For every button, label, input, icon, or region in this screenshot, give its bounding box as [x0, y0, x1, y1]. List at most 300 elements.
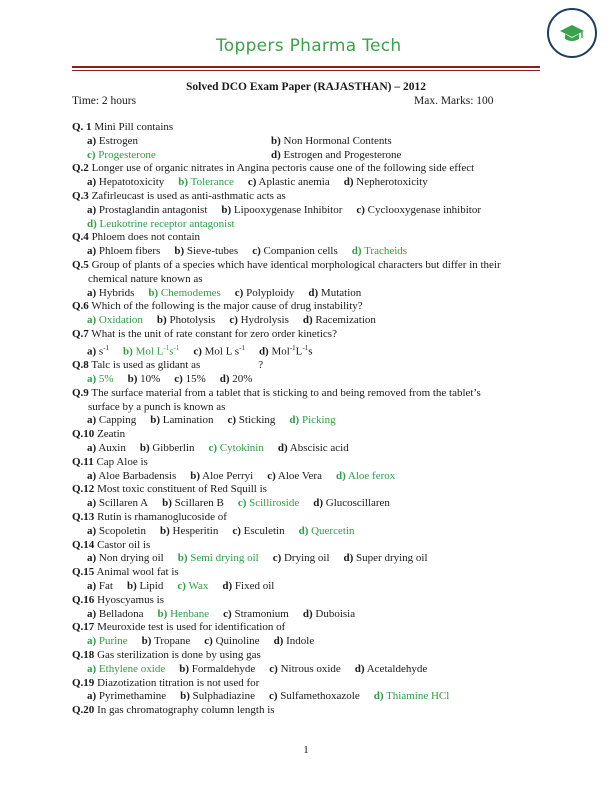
option — [87, 470, 176, 484]
question-line — [72, 704, 544, 718]
option-letter: c) — [269, 662, 278, 675]
option — [87, 176, 164, 190]
option — [308, 287, 361, 301]
option-letter: c) — [237, 497, 247, 510]
option — [356, 204, 481, 218]
option — [267, 470, 322, 484]
option-text: Duboisia — [315, 607, 356, 620]
option-superscript: -1 — [173, 343, 180, 352]
option-superscript: -1 — [302, 343, 309, 352]
question-line — [72, 539, 544, 553]
option — [278, 442, 349, 456]
option — [87, 525, 146, 539]
option — [87, 287, 134, 301]
options-row — [72, 608, 544, 622]
option-text: Aloe ferox — [347, 469, 396, 482]
correct-option — [177, 580, 208, 594]
correct-option — [209, 442, 264, 456]
option — [220, 373, 253, 387]
option-letter: b) — [141, 635, 152, 648]
max-marks: Max. Marks: 100 — [414, 95, 494, 107]
option — [303, 608, 355, 622]
option-text: Quercetin — [311, 524, 355, 537]
option — [235, 287, 295, 301]
question-line — [72, 387, 544, 401]
option-letter: c) — [272, 552, 282, 565]
question-number: Q.7 — [72, 327, 89, 340]
option-letter: d) — [351, 245, 362, 258]
option-text: Indole — [286, 635, 315, 648]
option-letter: b) — [162, 497, 172, 510]
correct-option — [87, 314, 143, 328]
option-text: Acetaldehyde — [366, 662, 428, 675]
option-text: Polyploidy — [246, 286, 295, 299]
option-letter: b) — [178, 176, 189, 189]
option — [179, 663, 255, 677]
option-letter: b) — [139, 441, 150, 454]
option — [229, 314, 289, 328]
option-letter: b) — [177, 552, 188, 565]
option-text: Cytokinin — [219, 441, 264, 454]
option — [190, 470, 253, 484]
brand-logo — [547, 8, 597, 58]
option-letter: d) — [343, 176, 354, 189]
option-letter: d) — [343, 552, 354, 565]
option — [193, 342, 245, 359]
option — [269, 690, 360, 704]
question-number: Q.4 — [72, 231, 89, 244]
option-letter: a) — [87, 245, 97, 258]
option — [127, 580, 163, 594]
options-row — [72, 525, 544, 539]
question-line — [72, 121, 544, 135]
option-letter: c) — [208, 441, 218, 454]
question-text: Longer use of organic nitrates in Angina pectoris cause one of the following side effect — [91, 162, 475, 175]
option-text: Scillaren A — [98, 497, 149, 510]
option-letter: d) — [302, 607, 313, 620]
option — [269, 663, 341, 677]
option-text: Esculetin — [243, 524, 285, 537]
option-text: L — [295, 345, 303, 358]
options-row — [72, 497, 544, 511]
option-text: Nitrous oxide — [280, 662, 341, 675]
question-number: Q.17 — [72, 621, 95, 634]
question-text: Zeatin — [97, 428, 126, 441]
option-text: Hesperitin — [172, 524, 219, 537]
question-text: Castor oil is — [97, 538, 151, 551]
option-text: Glucoscillaren — [325, 497, 390, 510]
option-text: Prostaglandin antagonist — [98, 203, 208, 216]
option-letter: a) — [87, 176, 97, 189]
question-text: Gas sterilization is done by using gas — [97, 648, 261, 661]
option-text: Companion cells — [263, 245, 338, 258]
option — [87, 442, 126, 456]
question-line — [72, 162, 544, 176]
option-superscript: -1 — [103, 343, 110, 352]
option-text: Non drying oil — [98, 552, 164, 565]
header-rule — [72, 66, 540, 68]
option — [174, 245, 238, 259]
question-text: The surface material from a tablet that is sticking to and being removed from the tablet’s — [91, 386, 481, 399]
correct-option — [87, 149, 271, 163]
option-text: Drying oil — [283, 552, 330, 565]
option-letter: c) — [177, 579, 186, 592]
question-text: Hyoscyamus is — [97, 593, 164, 606]
option-letter: a) — [87, 662, 97, 675]
option-text: Mol L — [135, 345, 164, 358]
option — [227, 414, 275, 428]
option — [222, 580, 274, 594]
question-number: Q.16 — [72, 593, 95, 606]
question-line — [72, 621, 544, 635]
option-letter: b) — [127, 373, 138, 385]
question-line — [72, 483, 544, 497]
correct-option — [336, 470, 395, 484]
option-text: Hybrids — [98, 286, 135, 299]
option-letter: a) — [87, 497, 97, 510]
options-row — [72, 287, 544, 301]
option-letter: a) — [87, 345, 97, 358]
question-line — [72, 456, 544, 470]
option-letter: d) — [258, 345, 269, 358]
option — [223, 608, 289, 622]
question-list — [72, 121, 544, 718]
option-text: Pyrimethamine — [98, 690, 167, 703]
correct-option — [238, 497, 299, 511]
correct-option — [289, 414, 335, 428]
question-text-continued: surface by a punch is known as — [88, 400, 226, 413]
option-text: Purine — [98, 635, 128, 648]
option-text: Scilliroside — [249, 497, 300, 510]
option-letter: a) — [87, 552, 97, 565]
option — [160, 525, 218, 539]
option-letter: d) — [273, 635, 284, 648]
option-letter: d) — [87, 217, 97, 230]
option-superscript: -1 — [163, 343, 170, 352]
options-row — [72, 580, 544, 594]
option-letter: b) — [126, 579, 137, 592]
options-row — [72, 314, 544, 328]
question-number: Q.13 — [72, 510, 95, 523]
question-text: Cap Aloe is — [96, 455, 148, 468]
option-letter: b) — [221, 203, 232, 216]
option — [162, 497, 224, 511]
option-letter: a) — [87, 635, 97, 648]
option — [344, 552, 428, 566]
option-superscript: -1 — [289, 343, 296, 352]
option-text: Picking — [301, 414, 336, 427]
option — [271, 135, 392, 149]
option-letter: c) — [356, 203, 365, 216]
question-text: What is the unit of rate constant for zero order kinetics? — [91, 327, 337, 340]
option-letter: a) — [87, 203, 97, 216]
option-letter: b) — [150, 414, 160, 427]
option-letter: d) — [271, 148, 281, 161]
option-letter: c) — [227, 414, 236, 427]
option-text: Sulphadiazine — [192, 690, 255, 703]
option-letter: b) — [180, 690, 190, 703]
options-row — [72, 149, 544, 163]
option-text: Mol — [271, 345, 290, 358]
question-number: Q.18 — [72, 648, 95, 661]
correct-option — [87, 218, 235, 232]
option-letter: c) — [247, 176, 257, 189]
correct-option — [87, 663, 165, 677]
option-letter: a) — [87, 607, 97, 620]
option — [142, 635, 191, 649]
correct-option — [299, 525, 355, 539]
paper-title: Solved DCO Exam Paper (RAJASTHAN) – 2012 — [185, 81, 426, 93]
option — [174, 373, 205, 387]
option-text: Oxidation — [98, 314, 143, 327]
option-letter: d) — [313, 497, 324, 510]
option-letter: d) — [289, 414, 300, 427]
option-text: Fixed oil — [234, 579, 275, 592]
question-line — [72, 511, 544, 525]
option — [273, 552, 330, 566]
option-text: Hepatotoxicity — [98, 176, 165, 189]
option-text: Aloe Vera — [277, 469, 322, 482]
option — [303, 314, 376, 328]
option-text: Auxin — [98, 441, 126, 454]
option-letter: a) — [87, 286, 97, 299]
question-number: Q. 1 — [72, 121, 92, 133]
option — [87, 497, 148, 511]
option-text: Mol L s — [204, 345, 240, 358]
question-line — [72, 359, 544, 373]
options-row — [72, 342, 544, 359]
question-number: Q.19 — [72, 676, 95, 689]
page-number: 1 — [303, 744, 309, 756]
option-letter: a) — [87, 690, 97, 703]
correct-option — [123, 342, 179, 359]
option — [221, 204, 342, 218]
question-line — [72, 428, 544, 442]
option — [157, 314, 215, 328]
question-line — [72, 259, 544, 273]
option-superscript: -1 — [239, 343, 245, 352]
option-text: Progesterone — [98, 148, 156, 161]
option-text: Sieve-tubes — [186, 245, 239, 258]
option-letter: a) — [87, 469, 97, 482]
question-text: Talc is used as glidant as — [91, 359, 201, 372]
question-text: Which of the following is the major cause of drug instability? — [91, 300, 363, 313]
question-line — [72, 594, 544, 608]
option-text: Estrogen — [98, 134, 139, 147]
correct-option — [158, 608, 210, 622]
correct-option — [374, 690, 450, 704]
option-letter: d) — [298, 524, 309, 537]
option-text: Gibberlin — [152, 441, 195, 454]
option — [87, 690, 166, 704]
option-letter: b) — [159, 524, 170, 537]
option-letter: a) — [87, 579, 97, 592]
options-row — [72, 373, 544, 387]
options-row — [72, 470, 544, 484]
option-text: Lamination — [162, 414, 214, 427]
option — [313, 497, 390, 511]
option-letter: b) — [271, 134, 281, 147]
option-text: Phloem fibers — [98, 245, 161, 258]
option — [150, 414, 213, 428]
option-text: Belladona — [98, 607, 144, 620]
option-text: 5% — [98, 373, 114, 385]
option-letter: c) — [223, 607, 232, 620]
brand-name: Toppers Pharma Tech — [216, 36, 402, 56]
option-text: Ethylene oxide — [98, 662, 166, 675]
options-row — [72, 663, 544, 677]
option-letter: b) — [174, 245, 185, 258]
option-letter: a) — [87, 524, 97, 537]
question-number: Q.20 — [72, 704, 95, 717]
option — [87, 608, 144, 622]
option-letter: d) — [335, 469, 346, 482]
question-text: Animal wool fat is — [96, 566, 179, 579]
option-text: Leukotrine receptor antagonist — [99, 217, 235, 230]
correct-option — [178, 176, 234, 190]
question-text: Zafirleucast is used as anti-asthmatic acts as — [91, 189, 286, 202]
option — [180, 690, 255, 704]
option-text: Tracheids — [364, 245, 408, 258]
question-number: Q.2 — [72, 162, 89, 175]
option-letter: d) — [354, 662, 365, 675]
correct-option — [148, 287, 220, 301]
option — [87, 342, 109, 359]
option — [355, 663, 427, 677]
option-letter: a) — [87, 441, 97, 454]
option-letter: c) — [234, 286, 244, 299]
option-text: Non Hormonal Contents — [283, 134, 392, 147]
option — [87, 552, 164, 566]
option — [274, 635, 315, 649]
option-letter: a) — [87, 414, 97, 427]
option-letter: c) — [87, 148, 96, 161]
option-text: Wax — [188, 579, 209, 592]
option-text: Photolysis — [169, 314, 216, 327]
question-line — [72, 677, 544, 691]
option-text: Lipooxygenase Inhibitor — [233, 203, 343, 216]
option — [87, 135, 271, 149]
option — [271, 149, 401, 163]
option-text: Chemodemes — [160, 286, 221, 299]
option-text: Racemization — [315, 314, 376, 327]
options-row — [72, 218, 544, 232]
option-letter: c) — [229, 314, 238, 327]
question-text: Meuroxide test is used for identification of — [97, 621, 286, 634]
option-text: Sticking — [238, 414, 276, 427]
option-letter: b) — [157, 607, 168, 620]
option-letter: c) — [269, 690, 278, 703]
option-text: Scopoletin — [98, 524, 146, 537]
graduation-cap-icon — [559, 24, 585, 44]
options-row — [72, 204, 544, 218]
option — [87, 245, 160, 259]
option-text: Nepherotoxicity — [356, 176, 428, 189]
option-text: Stramonium — [234, 607, 289, 620]
option-letter: c) — [252, 245, 261, 258]
option — [248, 176, 330, 190]
option-text: Henbane — [170, 607, 210, 620]
option-letter: a) — [87, 373, 97, 385]
option — [87, 204, 207, 218]
option-text: Thiamine HCl — [386, 690, 450, 703]
option-letter: d) — [277, 441, 288, 454]
option-letter: d) — [308, 286, 319, 299]
option-text: Fat — [98, 579, 113, 592]
option-letter: b) — [123, 345, 133, 358]
option-text: 10% — [140, 373, 161, 385]
option-letter: a) — [87, 314, 97, 327]
option-letter: c) — [193, 345, 202, 358]
option — [232, 525, 284, 539]
option-text: Hydrolysis — [240, 314, 289, 327]
option-letter: b) — [190, 469, 201, 482]
header-rule-thin — [72, 70, 540, 71]
option-text: Mutation — [320, 286, 362, 299]
option-letter: d) — [222, 579, 233, 592]
question-tail: ? — [258, 359, 264, 372]
option-text: 15% — [185, 373, 206, 385]
option-text: Sulfamethoxazole — [280, 690, 360, 703]
option-letter: c) — [204, 635, 213, 648]
options-row — [72, 414, 544, 428]
question-line — [72, 231, 544, 245]
option — [204, 635, 259, 649]
option — [128, 373, 161, 387]
option-text: Cyclooxygenase inhibitor — [367, 203, 482, 216]
question-line — [72, 300, 544, 314]
option-text: Aloe Barbadensis — [98, 469, 177, 482]
question-text: Phloem does not contain — [91, 231, 201, 244]
question-number: Q.5 — [72, 258, 89, 271]
question-text: Mini Pill contains — [94, 121, 174, 133]
correct-option — [87, 373, 114, 387]
option-letter: d) — [219, 373, 230, 385]
option-letter: d) — [373, 690, 384, 703]
option-text: Capping — [98, 414, 137, 427]
question-number: Q.10 — [72, 428, 95, 441]
question-line — [72, 328, 544, 342]
question-text: Group of plants of a species which have identical morphological characters but differ in their — [91, 258, 501, 271]
options-row — [72, 245, 544, 259]
question-line — [72, 190, 544, 204]
correct-option — [87, 635, 128, 649]
question-text: In gas chromatography column length is — [97, 704, 275, 717]
option-text: s — [308, 345, 313, 358]
option — [87, 580, 113, 594]
option-letter: b) — [179, 662, 189, 675]
question-text: Diazotization titration is not used for — [97, 676, 260, 689]
question-number: Q.6 — [72, 300, 89, 313]
option-letter: a) — [87, 134, 97, 147]
option-text: Abscisic acid — [289, 441, 349, 454]
options-row — [72, 135, 544, 149]
option-text: Super drying oil — [356, 552, 428, 565]
option-text: Quinoline — [215, 635, 260, 648]
option-text: Tropane — [154, 635, 191, 648]
option-letter: b) — [156, 314, 167, 327]
option-text: Formaldehyde — [191, 662, 256, 675]
option-text: Aloe Perryi — [202, 469, 254, 482]
options-row — [72, 635, 544, 649]
option-text: s — [169, 345, 174, 358]
option-text: s — [98, 345, 104, 358]
question-line — [72, 566, 544, 580]
options-row — [72, 442, 544, 456]
question-number: Q.11 — [72, 455, 94, 468]
option-text: 20% — [232, 373, 253, 385]
option-letter: c) — [232, 524, 241, 537]
